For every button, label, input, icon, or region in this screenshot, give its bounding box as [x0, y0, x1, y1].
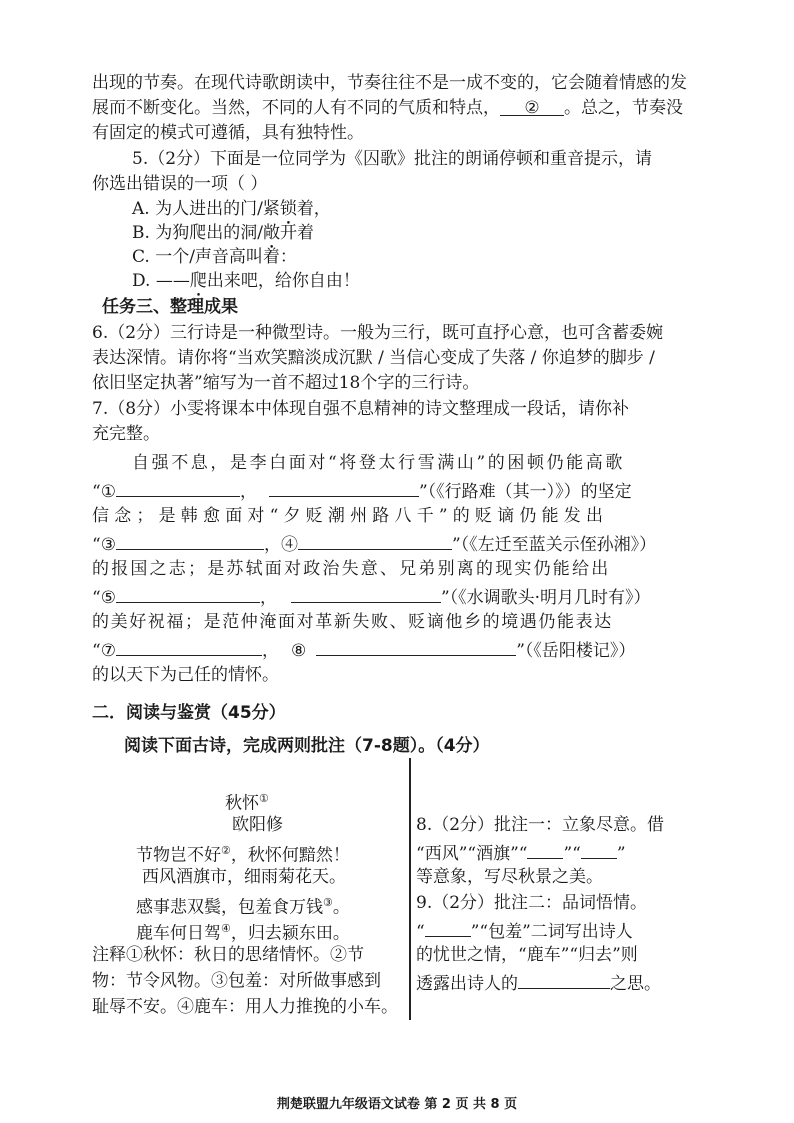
poem-text: 。 [332, 897, 350, 918]
close-ref: ”（《左迁至蓝关示侄孙湘》） [451, 535, 657, 555]
answer-blank-8[interactable] [316, 637, 516, 656]
blank-marker: ⑤ [100, 588, 116, 608]
answer-blank-4[interactable] [298, 531, 452, 550]
answer-blank-6[interactable] [291, 584, 441, 603]
note-ref: ④ [221, 922, 231, 935]
open-quote: “ [92, 641, 101, 661]
answer-blank-2[interactable] [500, 97, 564, 116]
q7-para-8 [92, 637, 635, 662]
q9-text: ”“包羞”二词写出诗人 [470, 922, 633, 942]
q7-para-7: 的美好祝福；是范仲淹面对革新失败、贬谪他乡的境遇仍能表达 [92, 612, 613, 632]
poem-title-text: 秋怀 [225, 793, 259, 814]
answer-blank-7[interactable] [116, 637, 262, 656]
option-text: B. 为狗爬出的洞/ [132, 223, 264, 243]
section-2-instruction: 阅读下面古诗，完成两则批注（7-8题）。（4分） [124, 736, 490, 756]
q9-text: 透露出诗人的 [416, 974, 518, 994]
q7-para-1: 自强不息，是李白面对“将登太行雪满山”的困顿仍能高歌 [132, 453, 625, 473]
poem-notes-1: 注释①秋怀：秋日的思绪情怀。②节 [92, 945, 364, 965]
q8-blank-2[interactable] [581, 840, 617, 859]
q5-option-c[interactable]: C. 一个/声音高叫着： [132, 247, 297, 267]
q8-blank-1[interactable] [527, 840, 563, 859]
q6-line-3: 依旧坚定执著”缩写为一首不超过18个字的三行诗。 [92, 373, 480, 393]
open-quote: “ [92, 588, 101, 608]
q8-line-2 [416, 840, 626, 865]
option-text: 着， [296, 199, 331, 219]
q9-line-3: 的忧世之情，“鹿车”“归去”则 [416, 945, 638, 965]
q8-line-1: 8.（2分）批注一：立象尽意。借 [416, 815, 665, 835]
q9-blank-2[interactable] [518, 970, 610, 989]
q7-para-3: 信念；是韩愈面对“夕贬潮州路八千”的贬谪仍能发出 [92, 506, 609, 526]
task3-title: 任务三、整理成果 [102, 297, 238, 317]
q8-text: “西风”“酒旗”“ [416, 844, 528, 864]
stress-mark: 锁 [279, 199, 297, 219]
comma: ， [259, 588, 277, 608]
poem-line-3 [136, 892, 350, 919]
note-ref: ② [221, 844, 231, 857]
stress-mark: 爬 [189, 271, 207, 291]
q9-line-1: 9.（2分）批注二：品词悟情。 [416, 893, 648, 913]
section-2-title: 二．阅读与鉴赏（45分） [92, 703, 286, 723]
note-ref: ① [259, 792, 269, 805]
q7-para-5: 的报国之志；是苏轼面对政治失意、兄弟别离的现实仍能给出 [92, 559, 611, 579]
page-footer: 荆楚联盟九年级语文试卷 第 2 页 共 8 页 [276, 1097, 518, 1112]
close-ref: ”（《行路难（其一）》）的坚定 [418, 482, 632, 502]
q9-blank-1[interactable] [425, 918, 471, 937]
poem-text: ，秋怀何黯然！ [230, 845, 350, 866]
q7-para-6 [92, 584, 651, 609]
comma: ， [263, 535, 281, 555]
column-divider [409, 758, 411, 1020]
poem-notes-3: 耻辱不安。④鹿车：用人力推挽的小车。 [92, 997, 398, 1017]
answer-blank-5[interactable] [116, 584, 260, 603]
q9-line-4 [416, 970, 661, 995]
q6-line-2: 表达深情。请你将“当欢笑黯淡成沉默 / 当信心变成了失落 / 你追梦的脚步 / [92, 348, 655, 368]
comma: ， [261, 641, 279, 661]
poem-author: 欧阳修 [232, 815, 283, 835]
q8-text: ”“ [563, 844, 581, 864]
close-ref: ”（《岳阳楼记》） [516, 641, 636, 661]
option-text: A. 为人进出的门/紧 [132, 199, 280, 219]
comma: ， [239, 482, 257, 502]
blank-marker: ④ [280, 535, 298, 555]
q8-text: ” [616, 844, 626, 864]
poem-line-4 [136, 918, 350, 945]
intro-line-2 [92, 97, 683, 119]
open-quote: “ [92, 482, 101, 502]
note-ref: ③ [323, 896, 333, 909]
answer-blank-1[interactable] [116, 478, 240, 497]
q9-line-2 [416, 918, 633, 943]
q5-stem-2: 你选出错误的一项（ ） [92, 174, 268, 194]
answer-blank-3[interactable] [116, 531, 264, 550]
stress-mark: 敞 [263, 223, 281, 243]
blank-marker: ⑦ [100, 641, 116, 661]
q9-text: 之思。 [610, 974, 661, 994]
q5-stem-1: 5.（2分）下面是一位同学为《囚歌》批注的朗诵停顿和重音提示，请 [132, 149, 653, 169]
q8-line-3: 等意象，写尽秋景之美。 [416, 867, 603, 887]
poem-text: ，归去颍东田。 [230, 923, 350, 944]
blank-marker: ② [524, 98, 540, 118]
open-quote: “ [92, 535, 101, 555]
option-text: 出来吧，给你自由！ [206, 271, 360, 291]
poem-line-1 [136, 840, 350, 867]
option-text: D. —— [132, 271, 190, 291]
option-text: 开着 [280, 223, 315, 243]
q7-para-9: 的以天下为己任的情怀。 [92, 665, 279, 685]
q7-para-4 [92, 531, 656, 556]
q6-line-1: 6.（2分）三行诗是一种微型诗。一般为三行，既可直抒心意，也可含蓄委婉 [92, 323, 664, 343]
poem-text: 节物岂不好 [136, 845, 221, 866]
poem-line-2: 西风酒旗市，细雨菊花天。 [142, 867, 346, 887]
answer-blank-2[interactable] [269, 478, 419, 497]
close-ref: ”（《水调歌头·明月几时有》） [440, 588, 651, 608]
intro-line-2-end: 。总之，节奏没 [564, 98, 683, 118]
q9-text: “ [416, 922, 425, 942]
poem-title [225, 788, 269, 815]
intro-line-1: 出现的节奏。在现代诗歌朗读中，节奏往往不是一成不变的，它会随着情感的发 [92, 73, 687, 93]
poem-notes-2: 物：节令风物。③包羞：对所做事感到 [92, 971, 381, 991]
intro-line-2-text: 展而不断变化。当然，不同的人有不同的气质和特点， [92, 98, 500, 118]
intro-line-3: 有固定的模式可遵循，具有独特性。 [92, 123, 364, 143]
blank-marker: ⑧ [290, 641, 307, 661]
blank-marker: ① [100, 482, 116, 502]
blank-marker: ③ [100, 535, 116, 555]
q7-line-2: 充完整。 [92, 424, 160, 444]
q7-para-2 [92, 478, 632, 503]
poem-text: 感事悲双鬓，包羞食万钱 [136, 897, 323, 918]
poem-text: 鹿车何日驾 [136, 923, 221, 944]
q7-line-1: 7.（8分）小雯将课本中体现自强不息精神的诗文整理成一段话，请你补 [92, 399, 630, 419]
